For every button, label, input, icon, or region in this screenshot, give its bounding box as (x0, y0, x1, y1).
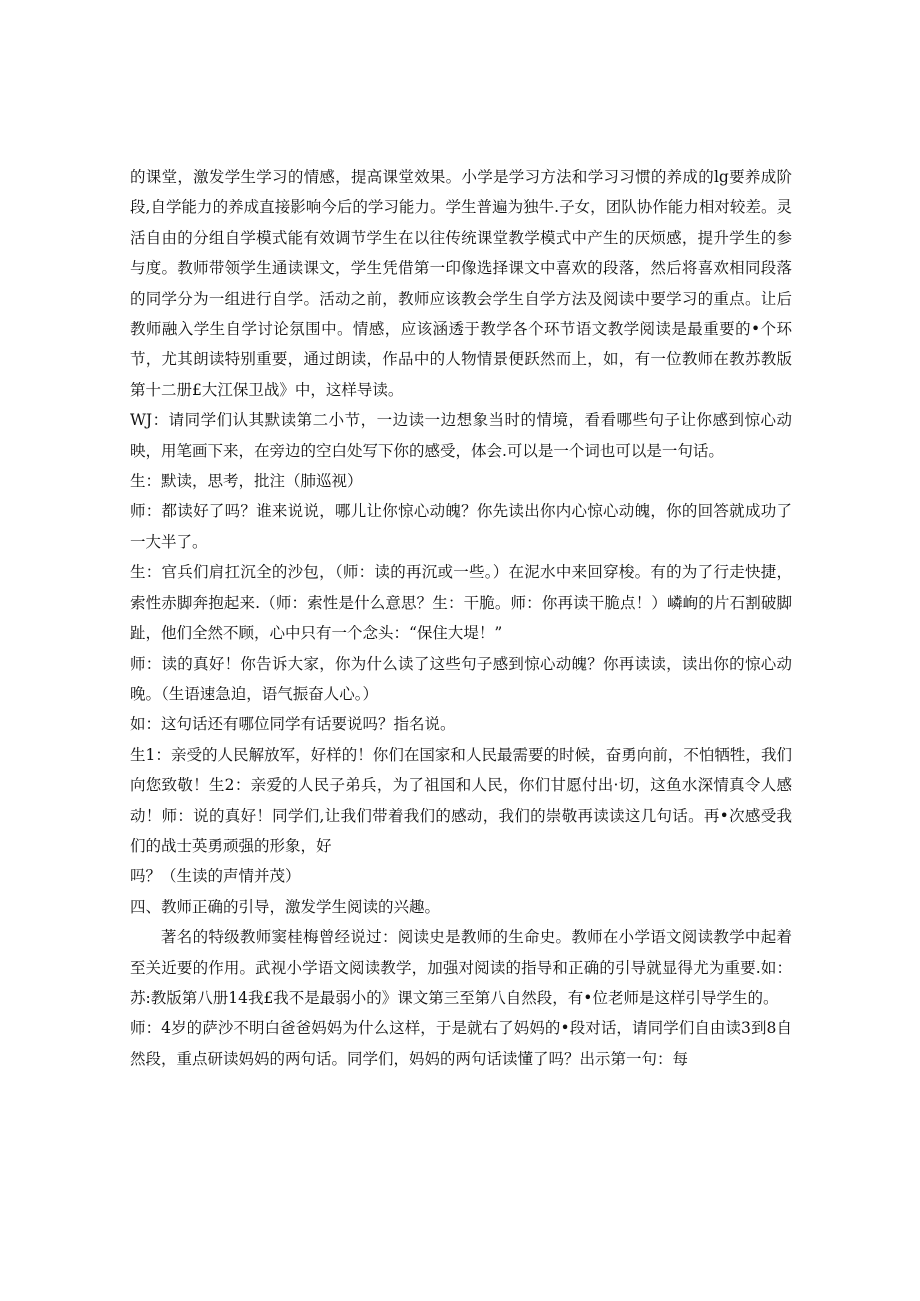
paragraph-famous-teacher: 著名的特级教师窦桂梅曾经说过：阅读史是教师的生命史。教师在小学语文阅读教学中起着至关近要的作用。武视小学语文阅读教学，加强对阅读的指导和正确的引导就显得尤为重要.如：苏:教版第八册14我£我不是最弱小的》课文第三至第八自然段，有•位老师是这样引导学生的。 (130, 928, 792, 1007)
paragraph-further-discussion: 如：这句话还有哪位同学有话要说吗？指名说。 (130, 715, 456, 734)
paragraph-student-reading-emotion: 吗？（生读的声情并茂） (130, 867, 301, 886)
paragraph-student-reading: 生：官兵们肩扛沉全的沙包，（师：读的再沉或一些。）在泥水中来回穿梭。有的为了行走快捷，索性赤脚奔抱起来.（师：索性是什么意思？生：干脆。师：你再读干脆点！）嶙峋的片石割破脚趾，他们全然不顾，心中只有一个念头：“保住大堤！” (130, 563, 792, 643)
section-heading-four: 四、教师正确的引导，激发学生阅读的兴趣。 (130, 897, 441, 916)
paragraph-teacher-prompt: WJ：请同学们认其默读第二小节，一边读一边想象当时的情境，看看哪些句子让你感到惊心动映，用笔画下来，在旁边的空白处写下你的感受，体会.可以是一个词也可以是一句话。 (130, 411, 792, 460)
paragraph-student-responses: 生1：亲受的人民解放军，好样的！你们在国家和人民最需要的时候，奋勇向前，不怕牺牲，我们向您致敬！生2：亲爱的人民子弟兵，为了祖国和人民，你们甘愿付出·切，这鱼水深情真令人感动！师：说的真好！同学们,让我们带着我们的感动，我们的崇敬再读读这几句话。再•次感受我们的战士英勇顽强的形象，好 (130, 745, 792, 855)
paragraph-sasha-lesson: 师：4岁的萨沙不明白爸爸妈妈为什么这样，于是就右了妈妈的•段对话，请同学们自由读3到8自然段，重点研读妈妈的两句话。同学们，妈妈的两句话读懂了吗？出示第一句：每 (130, 1019, 792, 1068)
paragraph-classroom-emotion: 的课堂，激发学生学习的情感，提高课堂效果。小学是学习方法和学习习惯的养成的lg要养成阶段,自学能力的养成直接影响今后的学习能力。学生普遍为独牛.子女，团队协作能力相对较差。灵活自由的分组自学模式能有效调节学生在以往传统课堂教学模式中产生的厌烦感，提升学生的参与度。教师带领学生通读课文，学生凭借第一印像选择课文中喜欢的段落，然后将喜欢相同段落的同学分为一组进行自学。活动之前，教师应该教会学生自学方法及阅读中要学习的重点。让后教师融入学生自学讨论氛围中。情感，应该涵透于教学各个环节语文教学阅读是最重要的•个环节，尤其朗读特别重要，通过朗读，作品中的人物情景便跃然而上，如，有一位教师在教苏教版第十二册£大江保卫战》中，这样导读。 (130, 168, 792, 399)
paragraph-student-silent-reading: 生：默读，思考，批注（肺巡视） (130, 472, 363, 491)
paragraph-teacher-praise: 师：读的真好！你告诉大家，你为什么读了这些句子感到惊心动魄？你再读读，读出你的惊心动晚。（生语速急迫，语气振奋人心。） (130, 654, 792, 703)
document-body (130, 162, 792, 1074)
paragraph-teacher-question: 师：都读好了吗？谁来说说，哪儿让你惊心动魄？你先读出你内心惊心动魄，你的回答就成功了一大半了。 (130, 502, 792, 551)
